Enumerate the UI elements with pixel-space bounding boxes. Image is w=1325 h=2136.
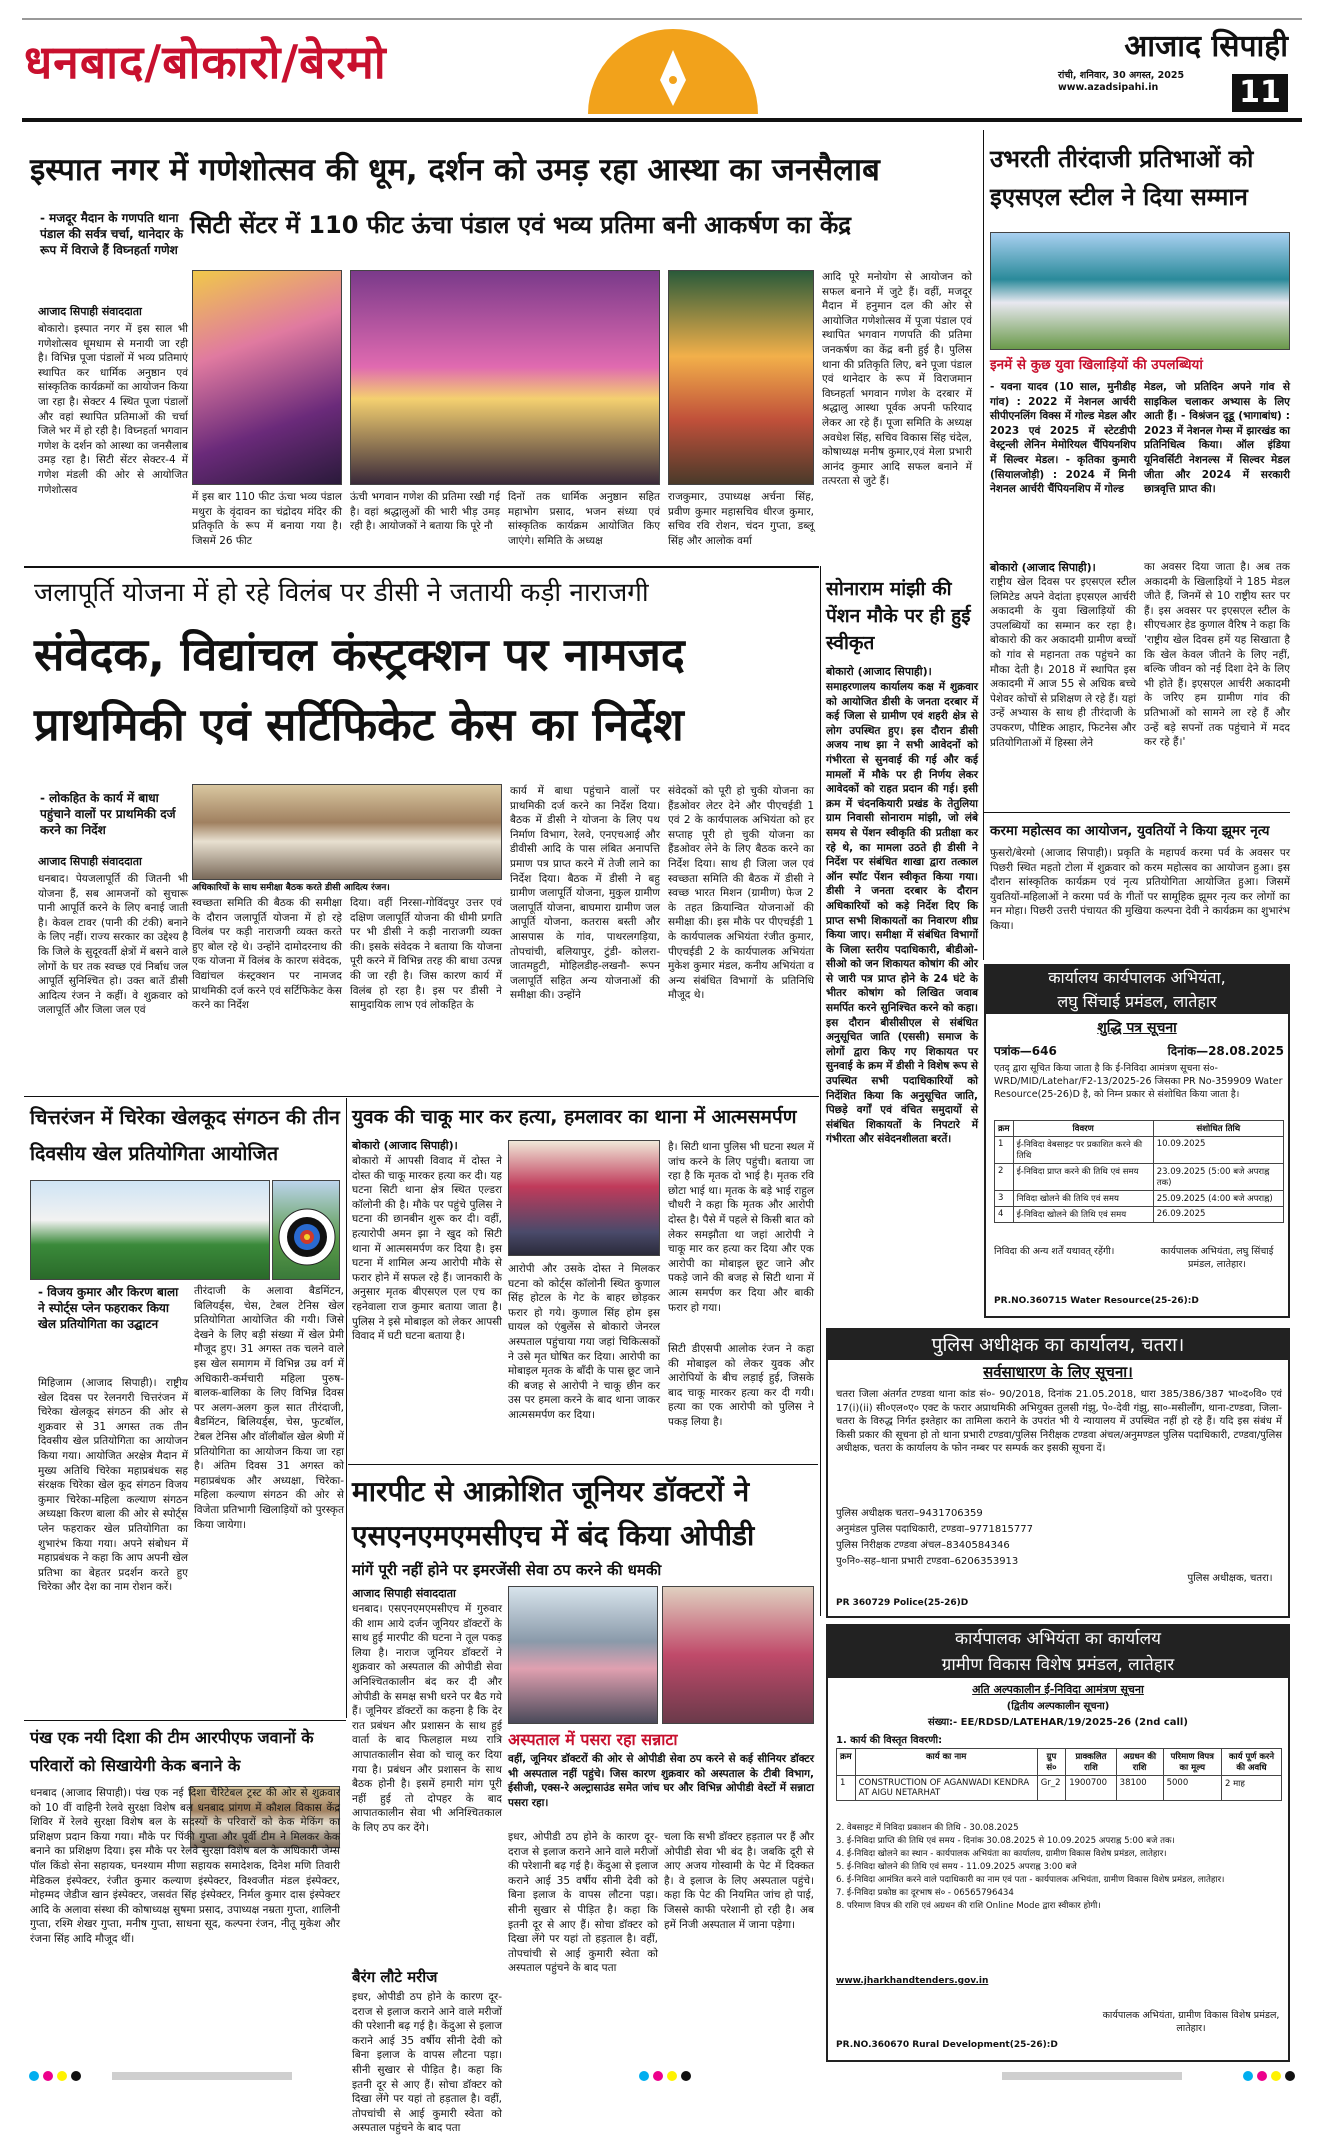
rural-pr: PR.NO.360670 Rural Development(25-26):D bbox=[836, 2040, 1058, 2050]
rural-lines bbox=[836, 1822, 1282, 1972]
table-cell: 2 माह bbox=[1221, 1776, 1281, 1801]
jalapurti-col-1: धनबाद। पेयजलापूर्ति की जितनी भी योजना हैं, सब आमजनों को सुचारू पानी आपूर्ति करने के लिए बनाई जाती है। केवल टावर (पानी की टंकी) बनाने के लिए नहीं। राज्य सरकार का उद्देश्य है कि जिले के सुदूरवर्ती क्षेत्रों में बसने वाले लोगों के घर तक स्वच्छ एवं निर्बाध जल आपूर्ति सुनिश्चित हो। उक्त बातें डीसी आदित्य रंजन ने कहीं। वे शुक्रवार को जलापूर्ति और जिला जल एवं bbox=[38, 873, 188, 1017]
table-cell: Gr_2 bbox=[1037, 1776, 1065, 1801]
chitranjan-col-1: मिहिजाम (आजाद सिपाही)। राष्ट्रीय खेल दिवस पर रेलनगरी चित्तरंजन में चिरेका खेलकूद संगठन की ओर से शुक्रवार से 31 अगस्त तक तीन दिवसीय खेल प्रतियोगिता का आयोजन किया गया। आयोजित अरक्षेत्र मैदान में मुख्य अतिथि चिरेका महाप्रबंधक सह संरक्षक चिरेका खेल कूद संगठन विजय कुमार चिरेका-महिला कल्याण संगठन अध्यक्षा किरण बाला की ओर से स्पोर्ट्स प्लेन फहराकर खेल प्रतियोगिता का शुभारंभ किया गया। अपने संबोधन में महाप्रबंधक ने कहा कि आप अपनी खेल प्रतिभा का बेहतर प्रदर्शन करते हुए चिरेका और देश का नाम रोशन करें। bbox=[38, 1377, 188, 1594]
dateline: रांची, शनिवार, 30 अगस्त, 2025 bbox=[1058, 70, 1185, 81]
ganesh-col-6: आदि पूरे मनोयोग से आयोजन को सफल बनाने में जुटे हैं। वहीं, मजदूर मैदान में हनुमान दल की ओर से आयोजित गणेशोत्सव में पूजा पंडाल एवं स्थापित भगवान गणपति की प्रतिमा जनकर्षण का केंद्र बनी हुई है। पुलिस थाना की प्रतिकृति लिए, बने पूजा पंडाल एवं थानेदार के रूप में विराजमान विघ्नहर्ता भगवान गणेश के दरबार में श्रद्धालु आस्था पूर्वक अपनी फरियाद लेकर आ रहे हैं। पूजा समिति के अध्यक्ष अवधेश सिंह, सचिव विकास सिंह चंदेल, कोषाध्यक्ष मनीष कुमार,एवं मेला प्रभारी आनंद कुमार आदि सफल बनाने में तत्परता से जुटे हैं। bbox=[822, 271, 972, 488]
notice-line: 3. ई-निविदा प्राप्ति की तिथि एवं समय - दिनांक 30.08.2025 से 10.09.2025 अपराह्न 5:00 बजे तक। bbox=[836, 1836, 1175, 1846]
table-cell: 1900700 bbox=[1066, 1776, 1116, 1801]
section-rule-2 bbox=[24, 1096, 819, 1097]
chitranjan-col-2: तीरंदाजी के अलावा बैडमिंटन, बिलियर्ड्स, चेस, टेबल टेनिस खेल प्रतियोगिता आयोजित की गयी। जिसे देखने के लिए बड़ी संख्या में खेल प्रेमी मौजूद हुए। 31 अगस्त तक चलने वाले इस खेल समागम में विभिन्न उम्र वर्ग में अधिकारी-कर्मचारी महिला पुरुष-बालक-बालिका के लिए विभिन्न दिवस पर अलग-अलग कुल सात तीरंदाजी, बैडमिंटन, बिलियर्ड्स, चेस, फुटबॉल, टेबल टेनिस और वॉलीबॉल खेल श्रेणी में प्रतियोगिता का आयोजन किया जा रहा है। अंतिम दिवस 31 अगस्त को महाप्रबंधक और अध्यक्षा, चिरेका-महिला कल्याण संगठन की ओर से विजेता प्रतिभागी खिलाड़ियों को पुरस्कृत किया जायेगा। bbox=[194, 1285, 344, 1531]
murder-col-3: है। सिटी थाना पुलिस भी घटना स्थल में जांच करने के लिए पहुंची। बताया जा रहा है कि मृतक दो भाई है। मृतक रवि छोटा भाई था। मृतक के बड़े भाई राहुल चौधरी ने कहा कि मृतक और आरोपी दोस्त है। पैसे में पहले से किसी बात को लेकर समझौता था जहां आरोपी ने चाकू मार कर हत्या कर दिया और एक आरोपी का मोबाइल छूट जाने और पकड़े जाने की बजह से सिटी थाना में आत्म समर्पण कर दिया और बाकी फरार हो गया। bbox=[668, 1141, 814, 1314]
archery-team-photo bbox=[990, 232, 1290, 350]
thana-ganesh-photo bbox=[668, 270, 814, 485]
karma-body: फुसरो/बेरमो (आजाद सिपाही)। प्रकृति के महापर्व करमा पर्व के अवसर पर पिछरी स्थित महतो टोला में शुक्रवार को करम महोत्सव का आयोजन हुआ। इस दौरान सांस्कृतिक कार्यक्रम एवं नृत्य प्रतियोगिता आयोजित हुआ। जिसमें युवतियों-महिलाओं ने करमा पर्व के गीतों पर सामूहिक झूमर नृत्य कर लोगों का मन मोहा। पिछरी उत्तरी पंचायत की मुखिया कल्पना देवी ने कार्यक्रम का शुभारंभ किया। bbox=[990, 847, 1290, 932]
table-row bbox=[995, 1121, 1284, 1137]
table-cell: क्रम bbox=[995, 1121, 1014, 1137]
jalapurti-col-5: संवेदकों को पूरी हो चुकी योजना का हैंडओवर लेटर देने और पीएचईडी 1 एवं 2 के कार्यपालक अभियंता को हर सप्ताह पूरी हो चुकी योजना का हैंडओवर लेने के लिए बैठक करने का निर्देश दिया। साथ ही जिला जल एवं स्वच्छता समिति की बैठक में डीसी ने स्वच्छ भारत मिशन (ग्रामीण) फेज 2 के तहत क्रियान्वित योजनाओं की समीक्षा की। इस मौके पर पीएचईडी 1 के कार्यपालक अभियंता रंजीत कुमार, पीएचईडी 2 के कार्यपालक अभियंता मुकेश कुमार मंडल, कनीय अभियंता व अन्य संबंधित विभागों के प्रतिनिधि मौजूद थे। bbox=[668, 785, 814, 1002]
ganesh-col-5: राजकुमार, उपाध्यक्ष अर्चना सिंह, प्रवीण कुमार महासचिव धीरज कुमार, सचिव रवि रोशन, चंदन गुप्ता, डब्लू सिंह और आलोक वर्मा bbox=[668, 491, 814, 547]
notice-line: 7. ई-निविदा प्रकोष्ठ का दूरभाष सं० - 06565796434 bbox=[836, 1888, 1014, 1898]
irrigation-title-1: कार्यालय कार्यपालक अभियंता, bbox=[986, 966, 1288, 990]
doctors-col-2: इधर, ओपीडी ठप होने के कारण दूर-दराज से इलाज कराने आने वाले मरीजों की परेशानी बढ़ गई है। केंदुआ से इलाज कराने आई 35 वर्षीय सीनी देवी को बिना इलाज के वापस लौटना पड़ा। सीनी सुखार से पीड़ित है। कहा कि इतनी दूर से आए हैं। सोचा डॉक्टर को दिखा लेंगे पर यहां तो हड़ताल है। वहीं, तोपचांची से आई कुमारी स्वेता को अस्पताल पहुंचने के बाद पता bbox=[508, 1831, 658, 1975]
irrigation-dinank: दिनांक—28.08.2025 bbox=[1167, 1044, 1284, 1058]
rpf-body: धनबाद (आजाद सिपाही)। पंख एक नई दिशा चैरिटेबल ट्रस्ट की ओर से शुक्रवार को 10 वीं वाहिनी रेलवे सुरक्षा विशेष बल धनबाद प्रांगण में कौशल विकास केंद्र शिविर में रेलवे सुरक्षा विशेष बल के सदस्यों के परिवारों को केक मेकिंग का प्रशिक्षण प्रदान किया गया। मौके पर पिंकी गुप्ता और पूर्वी टीम ने मिलकर केक बनाने का प्रशिक्षण दिया। इस मौके पर रेलवे सुरक्षा विशेष बल के अधिकारी जेम्स पॉल किंडो सेना सहायक, घनश्याम मीणा सहायक समादेशक, दिनेश मणि तिवारी मेडिकल इंस्पेक्टर, रंजीत कुमार कल्याण इंस्पेक्टर, विश्वजीत मंडल इंस्पेक्टर, मोहम्मद जेडीज खान इंस्पेक्टर, जसवंत सिंह इंस्पेक्टर, निर्मल कुमार दास इंस्पेक्टर आदि के अलावा संस्था की कोषाध्यक्ष सुषमा प्रसाद, उपाध्यक्ष नम्रता गुप्ता, शालिनी गुप्ता, रश्मि शेखर गुप्ता, मनीष गुप्ता, साधना सूद, कल्पना रंजन, नीतू मुकेश और रंजना सिंह आदि मौजूद थीं। bbox=[30, 1787, 340, 1945]
archery-col-4: का अवसर दिया जाता है। अब तक अकादमी के खिलाड़ियों ने 185 मेडल जीते हैं, जिनमें से 10 राष्ट्रीय स्तर पर हैं। इस अवसर पर इएसएल स्टील के सीएचआर हेड कुणाल वैरिष ने कहा कि 'राष्ट्रीय खेल दिवस हमें यह सिखाता है कि खेल केवल जीतने के लिए नहीं, बल्कि जीवन को नई दिशा देने के लिए भी होते हैं। इएसएल आर्चरी अकादमी के जरिए हम ग्रामीण गांव की प्रतिभाओं को सामने ला रहे हैं और उन्हें बड़े सपनों तक पहुंचाने में मदद कर रहे हैं।' bbox=[1144, 561, 1290, 749]
irrigation-heading: शुद्धि पत्र सूचना bbox=[1097, 1020, 1177, 1036]
rural-ref: संख्या:- EE/RDSD/LATEHAR/19/2025-26 (2nd call) bbox=[928, 1717, 1188, 1728]
sonaram-body: समाहरणालय कार्यालय कक्ष में शुक्रवार को आयोजित डीसी के जनता दरबार में कई जिला से ग्रामीण एवं शहरी क्षेत्र से लोग उपस्थित हुए। इस दौरान डीसी अजय नाथ झा ने सभी आवेदनों को गंभीरता से सुनवाई की गई और कई मामलों में मौके पर ही निर्णय लेकर आवेदकों को राहत प्रदान की गई। इसी क्रम में चंदनकियारी प्रखंड के तेतुलिया ग्राम निवासी सोनाराम मांझी, जो लंबे समय से पेंशन स्वीकृति की प्रतीक्षा कर रहे थे, का मामला उठते ही डीसी ने निर्देश पर संबंधित शाखा द्वारा तत्काल ऑन स्पॉट पेंशन स्वीकृत किया गया। डीसी ने जनता दरबार के दौरान अधिकारियों को कड़े निर्देश दिए कि प्राप्त सभी शिकायतों का निवारण शीघ्र किया जाए। समीक्षा में संबंधित विभागों के जिला स्तरीय पदाधिकारी, बीडीओ-सीओ को जन शिकायत कोषांग की ओर से जारी पत्र प्राप्त होने के 24 घंटे के भीतर कोषांग को लिखित जवाब समर्पित करने सुनिश्चित करने को कहा। इस दौरान बीसीसीएल से संबंधित अनुसूचित जाति (एससी) समाज के लोगों द्वारा किए गए शिकायत पर सुनवाई के क्रम में डीसी ने विशेष रूप से उपस्थित सभी पदाधिकारियों को निर्देशित किया कि अनुसूचित जाति, पिछड़े वर्गों एवं वंचित समुदायों से संबंधित शिकायतों के निपटारे में गंभीरता और संवेदनशीलता बरतें। bbox=[826, 681, 978, 1146]
sonaram-headline: सोनाराम मांझी की पेंशन मौके पर ही हुई स्वीकृत bbox=[826, 578, 971, 654]
doctors-headline: मारपीट से आक्रोशित जूनियर डॉक्टरों ने एसएनएमएमसीएच में बंद किया ओपीडी bbox=[352, 1475, 755, 1552]
print-color-marks-icon bbox=[22, 2069, 1302, 2083]
murder-scene-photo bbox=[508, 1140, 660, 1256]
ganesh-col-1: बोकारो। इस्पात नगर में इस साल भी गणेशोत्सव धूमधाम से मनायी जा रही है। विभिन्न पूजा पंडालों में भव्य प्रतिमाएं स्थापित कर धार्मिक अनुष्ठान एवं सांस्कृतिक कार्यक्रमों का आयोजन किया जा रहा है। सेक्टर 4 स्थित पूजा पंडालों और वहां स्थापित प्रतिमाओं की चर्चा जिले भर में हो रही है। विघ्नहर्ता भगवान गणेश के दर्शन को आस्था का जनसैलाब उमड़ रहा है। सिटी सेंटर सेक्टर-4 में गणेश मंडली की ओर से आयोजित गणेशोत्सव bbox=[38, 323, 188, 496]
ganesh-byline: आजाद सिपाही संवाददाता bbox=[38, 305, 142, 318]
notice-line: 4. ई-निविदा खोलने का स्थान - कार्यपालक अभियंता का कार्यालय, ग्रामीण विकास विशेष प्रमंडल, लातेहार। bbox=[836, 1849, 1167, 1859]
hospital-caption-title: अस्पताल में पसरा रहा सन्नाटा bbox=[508, 1730, 678, 1749]
rural-heading: अति अल्पकालीन ई-निविदा आमंत्रण सूचना bbox=[972, 1683, 1144, 1696]
table-cell: 5000 bbox=[1163, 1776, 1221, 1801]
section-title: धनबाद/बोकारो/बेरमो bbox=[24, 35, 387, 89]
table-cell: ई-निविदा वेबसाइट पर प्रकाशित करने की तिथि bbox=[1013, 1137, 1153, 1164]
ganesh-idol-photo bbox=[192, 270, 342, 485]
police-pr: PR 360729 Police(25-26)D bbox=[836, 1598, 969, 1608]
table-header-cell: प्राक्कलित राशि bbox=[1066, 1749, 1116, 1776]
karma-headline: करमा महोत्सव का आयोजन, युवतियों ने किया झूमर नृत्य bbox=[990, 823, 1270, 839]
murder-col-2: आरोपी और उसके दोस्त ने मिलकर घटना को कोर्ट्स कॉलोनी स्थित कुणाल सिंह होटल के गेट के बाहर छोड़कर फरार हो गये। कुणाल सिंह होम इस घायल को एंबुलेंस से बोकारो जेनरल अस्पताल पहुंचाया गया जहां चिकित्सकों ने उसे मृत घोषित कर दिया। आरोपी का मोबाइल मृतक के बाँदी के पास छूट जाने की बजह से आरोपी ने चाकू छीन कर उस पर हमला करने के बाद थाना जाकर आत्मसमर्पण कर दिया। bbox=[508, 1263, 660, 1421]
table-cell: संशोधित तिथि bbox=[1153, 1121, 1283, 1137]
section-rule-4 bbox=[24, 1720, 346, 1721]
table-cell: 26.09.2025 bbox=[1153, 1207, 1283, 1223]
archery-target-photo bbox=[272, 1180, 340, 1280]
table-header-cell: अग्रधन की राशि bbox=[1116, 1749, 1163, 1776]
jalapurti-col-3: दिया। वहीं निरसा-गोविंदपुर उत्तर एवं दक्षिण जलापूर्ति योजना की धीमी प्रगति पर भी डीसी ने कड़ी नाराजगी व्यक्त की। इसके संवेदक ने बताया कि योजना पूरी करने में विभिन्न तरह की बाधा उत्पन्न की जा रही है। जिस कारण कार्य में विलंब हो रहा है। इस पर डीसी ने सामुदायिक लाभ एवं लोकहित के bbox=[350, 897, 502, 1012]
table-row bbox=[995, 1207, 1284, 1223]
section-rule-3 bbox=[348, 1464, 818, 1465]
rural-title-1: कार्यपालक अभियंता का कार्यालय bbox=[828, 1626, 1288, 1652]
irrigation-patrank: पत्रांक—646 bbox=[994, 1044, 1057, 1058]
doctors-subtitle: बैरंग लौटे मरीज bbox=[352, 1968, 438, 1986]
irrigation-title-2: लघु सिंचाई प्रमंडल, लातेहार bbox=[986, 990, 1288, 1014]
rural-table-wrap bbox=[836, 1748, 1282, 1818]
ganesh-headline: इस्पात नगर में गणेशोत्सव की धूम, दर्शन को उमड़ रहा आस्था का जनसैलाब bbox=[30, 152, 880, 188]
rural-section: 1. कार्य की विस्तृत विवरणी: bbox=[836, 1735, 943, 1746]
table-header-cell: कार्य का नाम bbox=[855, 1749, 1037, 1776]
table-cell: 1 bbox=[837, 1776, 856, 1801]
archery-subhead: इनमें से कुछ युवा खिलाड़ियों की उपलब्धियां bbox=[990, 357, 1203, 373]
murder-col-1: बोकारो में आपसी विवाद में दोस्त ने दोस्त की चाकू मारकर हत्या कर दी। यह घटना सिटी थाना क्षेत्र स्थित एल्डरा कॉलोनी की है। मौके पर पहुंचे पुलिस ने घटना की छानबीन शुरू कर दी। वहीं, हत्यारोपी अमन झा ने खुद को सिटी थाना में आत्मसमर्पण कर दिया है। इस घटना में शामिल अन्य आरोपी मौके से फरार होने में सफल रहे हैं। जानकारी के अनुसार मृतक बीएसएल एल एच का रहनेवाला राज कुमार बताया जाता है। पुलिस ने इसे मोबाइल को लेकर आपसी विवाद में घटी घटना बताया है। bbox=[352, 1155, 502, 1343]
irrigation-pr: PR.NO.360715 Water Resource(25-26):D bbox=[994, 1296, 1199, 1306]
table-cell: ई-निविदा प्राप्त करने की तिथि एवं समय bbox=[1013, 1164, 1153, 1191]
pandal-photo bbox=[350, 270, 660, 485]
contact-line: पु०नि०-सह–थाना प्रभारी टण्डवा–6206353913 bbox=[836, 1556, 1019, 1567]
rural-signoff: कार्यपालक अभियंता, ग्रामीण विकास विशेष प्रमंडल, लातेहार। bbox=[1102, 2010, 1280, 2034]
jalapurti-col-4: कार्य में बाधा पहुंचाने वालों पर प्राथमिकी दर्ज करने का निर्देश दिया। बैठक में डीसी ने योजना के लिए पथ निर्माण विभाग, रेलवे, एनएचआई और डीवीसी आदि के पास लंबित अनापत्ति प्रमाण पत्र प्राप्त करने में तेजी लाने का निर्देश दिया। बैठक में डीसी ने बहु ग्रामीण जलापूर्ति योजना, मुकुल ग्रामीण जलापूर्ति योजना, बाघमारा ग्रामीण जल आपूर्ति योजना, कतरास बस्ती और आसपास के गांव, पाथरलगड़िया, तोपचांची, बलियापुर, टुंडी- कोलरा-जातमहुटी, मोहिलडीह-लखनौ- रूपन जलापूर्ति सहित अन्य योजनाओं की समीक्षा की। उन्होंने bbox=[510, 785, 660, 1002]
doctors-col-1b: इधर, ओपीडी ठप होने के कारण दूर-दराज से इलाज कराने आने वाले मरीजों की परेशानी बढ़ गई है। केंदुआ से इलाज कराने आई 35 वर्षीय सीनी देवी को बिना इलाज के वापस लौटना पड़ा। सीनी सुखार से पीड़ित है। कहा कि इतनी दूर से आए हैं। सोचा डॉक्टर को दिखा लेंगे पर यहां तो हड़ताल है। वहीं, तोपचांची से आई कुमारी स्वेता को अस्पताल पहुंचने के बाद पता bbox=[352, 1991, 502, 2135]
jalapurti-overline: जलापूर्ति योजना में हो रहे विलंब पर डीसी ने जतायी कड़ी नाराजगी bbox=[34, 578, 649, 608]
police-contacts bbox=[836, 1506, 1136, 1588]
table-header-cell: कार्य पूर्ण करने की अवधि bbox=[1221, 1749, 1281, 1776]
table-cell: 3 bbox=[995, 1191, 1014, 1207]
table-cell: 23.09.2025 (5:00 बजे अपराह्न तक) bbox=[1153, 1164, 1283, 1191]
ganesh-subhead: सिटी सेंटर में 110 फीट ऊंचा पंडाल एवं भव्य प्रतिमा बनी आकर्षण का केंद्र bbox=[190, 211, 852, 239]
murder-headline: युवक की चाकू मार कर हत्या, हमलावर का थाना में आत्मसमर्पण bbox=[352, 1106, 797, 1128]
table-row bbox=[995, 1164, 1284, 1191]
right-col-divider bbox=[983, 130, 984, 960]
table-header-cell: ग्रुप सं० bbox=[1037, 1749, 1065, 1776]
chitranjan-headline: चित्तरंजन में चिरेका खेलकूद संगठन की तीन दिवसीय खेल प्रतियोगिता आयोजित bbox=[30, 1106, 340, 1165]
dc-meeting-photo bbox=[192, 784, 502, 880]
police-notice-title: पुलिस अधीक्षक का कार्यालय, चतरा। bbox=[828, 1330, 1288, 1360]
archery-headline: उभरती तीरंदाजी प्रतिभाओं को इएसएल स्टील ने दिया सम्मान bbox=[990, 145, 1254, 211]
jalapurti-headline: संवेदक, विद्यांचल कंस्ट्रक्शन पर नामजद प्राथमिकी एवं सर्टिफिकेट केस का निर्देश bbox=[34, 628, 685, 751]
table-cell: विवरण bbox=[1013, 1121, 1153, 1137]
ganesh-col-4: दिनों तक धार्मिक अनुष्ठान सहित महाभोग प्रसाद, भजन संध्या एवं सांस्कृतिक कार्यक्रम आयोजित किए जाएंगे। समिति के अध्यक्ष bbox=[508, 491, 660, 547]
hospital-caption: वहीं, जूनियर डॉक्टरों की ओर से ओपीडी सेवा ठप करने से कई सीनियर डॉक्टर भी अस्पताल नहीं पहुंचे। जिस कारण शुक्रवार को अस्पताल के टीबी विभाग, ईसीजी, एक्स-रे अल्ट्रासाउंड समेत जांच घर और विभिन्न ओपीडी वेस्टों में सन्नाटा पसरा रहा। bbox=[508, 1753, 814, 1809]
registration-bar bbox=[22, 2068, 1302, 2082]
notice-line: 5. ई-निविदा खोलने की तिथि एवं समय - 11.09.2025 अपराह्न 3:00 बजे bbox=[836, 1862, 1077, 1872]
police-notice-body: चतरा जिला अंतर्गत टण्डवा थाना कांड सं०- 90/2018, दिनांक 21.05.2018, धारा 385/386/387 भा०द०वि० एवं 17(i)(ii) सी०एल०ए० एक्ट के फरार अप्राथमिकी अभियुक्त तुलसी गंझु, पे०-देवी गंझु, सा०-मसीलौंग, थाना-टण्डवा, जिला-चतरा के विरुद्ध निर्गत इश्तेहार का तामिला कराने के उपरांत भी ये न्यायालय में उपस्थित नहीं हो रहे हैं। यदि इस संबंध में किसी प्रकार की सूचना हो तो थाना प्रभारी टण्डवा/पुलिस निरीक्षक टण्डवा अंचल/अनुमण्डल पुलिस पदाधिकारी, टण्डवा/पुलिस अधीक्षक, चतरा के कार्यालय के फोन नम्बर पर सम्पर्क कर इसकी सूचना दें। bbox=[836, 1389, 1282, 1455]
archery-byline: बोकारो (आजाद सिपाही)। bbox=[990, 561, 1096, 574]
paper-name: आजाद सिपाही bbox=[1124, 29, 1288, 64]
irrigation-signoff: कार्यपालक अभियंता, लघु सिंचाई प्रमंडल, लातेहार। bbox=[1160, 1246, 1274, 1270]
archery-target-icon bbox=[273, 1181, 341, 1281]
website-link[interactable]: www.azadsipahi.in bbox=[1058, 82, 1159, 93]
table-row bbox=[995, 1191, 1284, 1207]
contact-line: पुलिस निरीक्षक टण्डवा अंचल–8340584346 bbox=[836, 1540, 1010, 1551]
murder-byline: बोकारो (आजाद सिपाही)। bbox=[352, 1139, 458, 1152]
jalapurti-byline: आजाद सिपाही संवाददाता bbox=[38, 855, 142, 868]
meeting-photo-caption: अधिकारियों के साथ समीक्षा बैठक करते डीसी आदित्य रंजन। bbox=[192, 883, 390, 893]
protest-photo bbox=[508, 1586, 658, 1724]
jalapurti-kicker: - लोकहित के कार्य में बाधा पहुंचाने वालों पर प्राथमिकी दर्ज करने का निर्देश bbox=[40, 791, 176, 837]
doctors-byline: आजाद सिपाही संवाददाता bbox=[352, 1587, 456, 1600]
irrigation-revision-table bbox=[994, 1120, 1284, 1223]
table-header-cell: परिमाण विपत्र का मूल्य bbox=[1163, 1749, 1221, 1776]
table-header-cell: क्रम bbox=[837, 1749, 856, 1776]
banner-logo bbox=[578, 36, 768, 114]
notice-line: 6. ई-निविदा आमंत्रित करने वाले पदाधिकारी का नाम एवं पता - कार्यपालक अभियंता, ग्रामीण विकास विशेष प्रमंडल, लातेहार। bbox=[836, 1875, 1225, 1885]
top-rule bbox=[22, 18, 1302, 20]
rural-website[interactable]: www.jharkhandtenders.gov.in bbox=[836, 1976, 989, 1986]
rural-sub: (द्वितीय अल्पकालीन सूचना) bbox=[1006, 1701, 1110, 1712]
rpf-headline: पंख एक नयी दिशा की टीम आरपीएफ जवानों के परिवारों को सिखायेगी केक बनाने के bbox=[30, 1728, 314, 1775]
doctors-col-3: चला कि सभी डॉक्टर हड़ताल पर हैं और ओपीडी सेवा भी बंद है। जबकि दूरी से आए अजय गोस्वामी के पेट में दिक्कत है। वे इलाज के लिए अस्पताल पहुंचे। कहा कि पेट की नियमित जांच हो पाई, जिससे काफी परेशानी हो रही है। अब हमें निजी अस्पताल में जाना पड़ेगा। bbox=[664, 1831, 814, 1931]
table-row bbox=[995, 1137, 1284, 1164]
sonaram-byline: बोकारो (आजाद सिपाही)। bbox=[826, 665, 932, 678]
ganesh-col-3: ऊंची भगवान गणेश की प्रतिमा रखी गई है। वहां श्रद्धालुओं की भारी भीड़ उमड़ रही है। आयोजकों ने बताया कि पूरे नौ bbox=[350, 491, 500, 533]
notice-line: 2. वेबसाइट में निविदा प्रकाशन की तिथि - 30.08.2025 bbox=[836, 1823, 1019, 1833]
irrigation-table bbox=[994, 1120, 1284, 1240]
masthead-rule bbox=[22, 118, 1302, 122]
table-header-row bbox=[837, 1749, 1282, 1776]
section-rule-1 bbox=[24, 566, 819, 568]
karma-rule bbox=[984, 812, 1290, 813]
ganesh-col-2: में इस बार 110 फीट ऊंचा भव्य पंडाल मथुरा के वृंदावन का चंद्रोदय मंदिर की प्रतिकृति के रूप में बनाया गया है। जिसमें 26 फीट bbox=[192, 491, 342, 547]
table-cell: 2 bbox=[995, 1164, 1014, 1191]
table-cell: निविदा खोलने की तिथि एवं समय bbox=[1013, 1191, 1153, 1207]
table-cell: 10.09.2025 bbox=[1153, 1137, 1283, 1164]
table-cell: ई-निविदा खोलने की तिथि एवं समय bbox=[1013, 1207, 1153, 1223]
rural-work-table bbox=[836, 1748, 1282, 1801]
page-number: 11 bbox=[1232, 74, 1288, 112]
chitranjan-kicker: - विजय कुमार और किरण बाला ने स्पोर्ट्स प्लेन फहराकर किया खेल प्रतियोगिता का उद्घाटन bbox=[38, 1285, 179, 1331]
table-cell: 4 bbox=[995, 1207, 1014, 1223]
contact-line: अनुमंडल पुलिस पदाधिकारी, टण्डवा–9771815777 bbox=[836, 1524, 1034, 1535]
contact-line: पुलिस अधीक्षक चतरा–9431706359 bbox=[836, 1508, 983, 1519]
table-cell: 38100 bbox=[1116, 1776, 1163, 1801]
jalapurti-col-2: स्वच्छता समिति की बैठक की समीक्षा के दौरान जलापूर्ति योजना में हो रहे विलंब पर कड़ी नाराजगी व्यक्त करते हुए बोल रहे थे। उन्होंने दामोदरनाथ की एक योजना में विलंब के कारण संवेदक, विद्यांचल कंस्ट्रक्शन पर नामजद प्राथमिकी दर्ज करने एवं सर्टिफिकेट केस करने का निर्देश bbox=[192, 897, 342, 1012]
archery-col-2: मेडल, जो प्रतिदिन अपने गांव से साइकिल चलाकर अभ्यास के लिए आती हैं। - विश्रंजन दूडू (भागाबांध) : 2023 में नेशनल गेम्स में झारखंड का प्रतिनिधित्व किया। ऑल इंडिया यूनिवर्सिटी नेशनल्स में सिल्वर मेडल जीता और 2024 में सरकारी छात्रवृत्ति प्राप्त की। bbox=[1144, 381, 1290, 496]
doctors-subhead: मांगें पूरी नहीं होने पर इमरजेंसी सेवा ठप करने की धमकी bbox=[352, 1561, 662, 1579]
doctors-col-1: धनबाद। एसएनएमएमसीएच में गुरुवार की शाम आये दर्जन जूनियर डॉक्टरों के साथ हुई मारपीट की घटना ने तूल पकड़ लिया है। नाराज जूनियर डॉक्टरों ने शुक्रवार को अस्पताल की ओपीडी सेवा अनिश्चितकालीन बंद कर दी और ओपीडी के समक्ष सभी धरने पर बैठ गये हैं। जूनियर डॉक्टरों का कहना है कि देर रात प्रबंधन और प्रशासन के साथ हुई वार्ता के बाद फिलहाल मध्य रात्रि आपातकालीन सेवा को चालू कर दिया गया है। प्रबंधन और प्रशासन के साथ बैठक होनी है। इसमें हमारी मांग पूरी नहीं हुई तो दोपहर के बाद आपातकालीन सेवा भी अनिश्चितकाल के लिए ठप कर देंगे। bbox=[352, 1603, 502, 1834]
police-signoff: पुलिस अधीक्षक, चतरा। bbox=[1187, 1573, 1273, 1584]
patients-photo bbox=[662, 1586, 814, 1724]
rural-title-2: ग्रामीण विकास विशेष प्रमंडल, लातेहार bbox=[828, 1652, 1288, 1678]
archery-col-1: - यवना यादव (10 साल, मुनीडीह गांव) : 2022 में नेशनल आर्चरी सीपीएनलिंग विक्स में गोल्ड मेडल और 2023 एवं 2025 में स्टेटडीपी वेस्ट्रन्ली लेनिन मेमोरियल चैंपियनशिप में सिल्वर मेडल। - कृतिका कुमारी (सियालजोड़ी) : 2024 में मिनी नेशनल आर्चरी चैंपियनशिप में गोल्ड bbox=[990, 381, 1136, 496]
notice-line: 8. परिमाण विपत्र की राशि एवं अग्रधन की राशि Online Mode द्वारा स्वीकार होगी। bbox=[836, 1901, 1101, 1911]
pen-nib-icon bbox=[578, 36, 768, 114]
table-cell: CONSTRUCTION OF AGANWADI KENDRA AT AIGU NETARHAT bbox=[855, 1776, 1037, 1801]
murder-col-4: सिटी डीएसपी आलोक रंजन ने कहा की मोबाइल को लेकर युवक और आरोपियों के बीच लड़ाई हुई, जिसके बाद चाकू मारकर हत्या कर दी गयी। हत्या का एक आरोपी को पुलिस ने पकड़ लिया है। bbox=[668, 1343, 814, 1428]
table-cell: 25.09.2025 (4:00 बजे अपराह्न) bbox=[1153, 1191, 1283, 1207]
archery-col-3: राष्ट्रीय खेल दिवस पर इएसएल स्टील लिमिटेड अपने वेदांता इएसएल आर्चरी अकादमी के युवा खिलाड़ियों की उपलब्धियों का सम्मान कर रहा है। बोकारो की कर अकादमी ग्रामीण बच्चों को गांव से महानता तक पहुंचने का मौका देती है। 2018 में स्थापित इस अकादमी में आज 55 से अधिक बच्चे पेशेवर कोचों से प्रशिक्षण ले रहे हैं। यहां उन्हें अभ्यास के साथ ही तीरंदाजी के उपकरण, पौष्टिक आहार, फिटनेस और प्रतियोगिताओं में हिस्सा लेने bbox=[990, 576, 1136, 749]
police-notice-subtitle: सर्वसाधारण के लिए सूचना। bbox=[983, 1363, 1133, 1381]
murder-divider bbox=[346, 1098, 347, 1718]
sports-event-photo bbox=[30, 1180, 270, 1280]
irrigation-footer: निविदा की अन्य शर्तें यथावत् रहेंगी। bbox=[994, 1246, 1115, 1257]
ganesh-kicker: - मजदूर मैदान के गणपति थाना पंडाल की सर्वत्र चर्चा, थानेदार के रूप में विराजे हैं विघ्नहर्ता गणेश bbox=[40, 211, 184, 257]
table-cell: 1 bbox=[995, 1137, 1014, 1164]
sonaram-divider bbox=[820, 566, 821, 1616]
table-row bbox=[837, 1776, 1282, 1801]
irrigation-body: एतद् द्वारा सूचित किया जाता है कि ई-निविदा आमंत्रण सूचना सं०- WRD/MID/Latehar/F2-13/2025-26 जिसका PR No-359909 Water Resource(25-26)D है, को निम्न प्रकार से संशोधित किया जाता है। bbox=[994, 1063, 1283, 1100]
